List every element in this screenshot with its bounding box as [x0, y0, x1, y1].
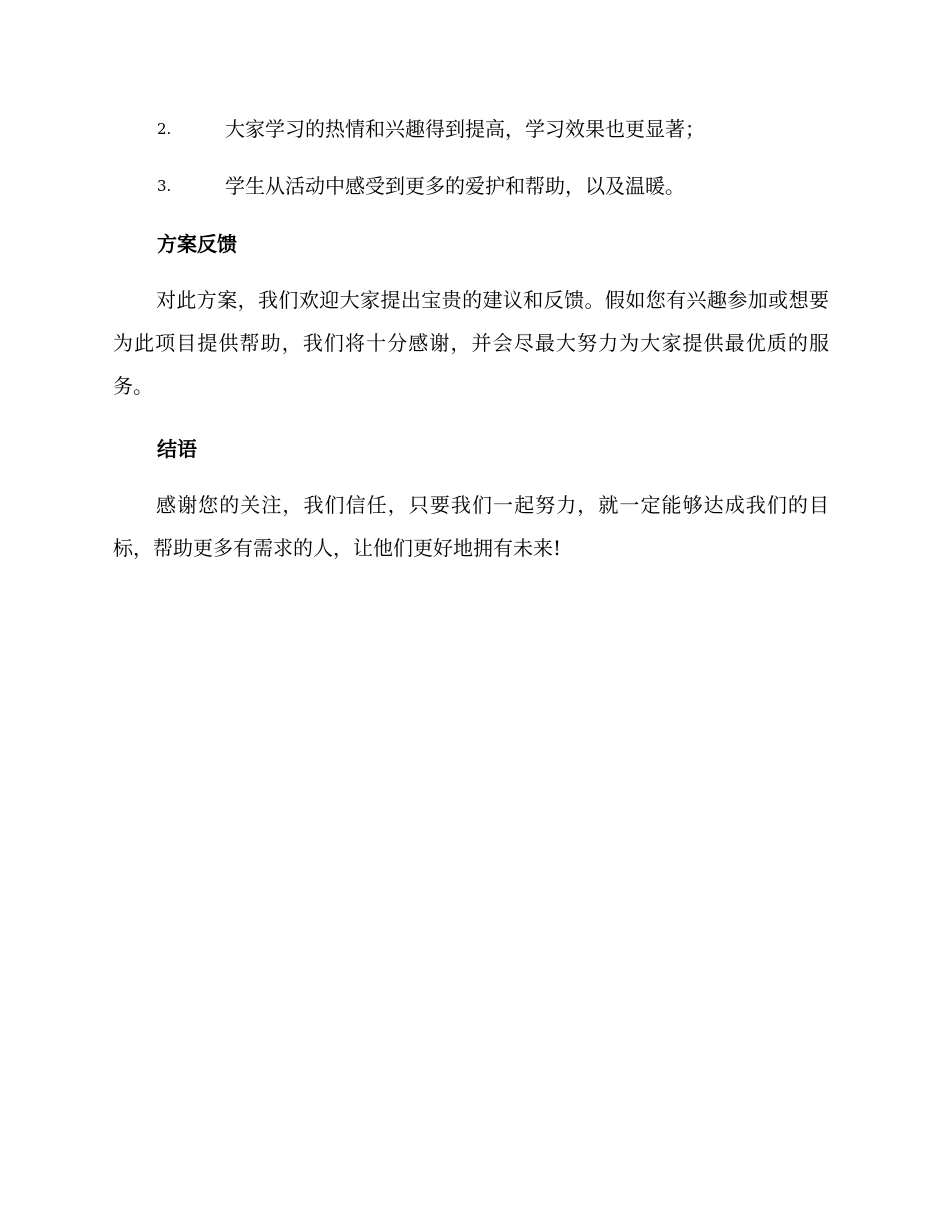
list-text: 学生从活动中感受到更多的爱护和帮助，以及温暖。: [225, 174, 685, 198]
list-number: 3.: [157, 177, 172, 195]
list-number: 2.: [157, 120, 172, 138]
list-item-3: [157, 171, 685, 201]
section-heading-feedback: 方案反馈: [157, 232, 237, 256]
section-heading-conclusion: 结语: [157, 437, 197, 461]
paragraph-feedback: 对此方案，我们欢迎大家提出宝贵的建议和反馈。假如您有兴趣参加或想要为此项目提供帮助，我们将十分感谢，并会尽最大努力为大家提供最优质的服务。: [113, 288, 829, 398]
paragraph-conclusion: 感谢您的关注，我们信任，只要我们一起努力，就一定能够达成我们的目标，帮助更多有需求的人，让他们更好地拥有未来!: [113, 493, 829, 560]
list-text: 大家学习的热情和兴趣得到提高，学习效果也更显著；: [225, 117, 705, 141]
list-item-2: [157, 114, 705, 144]
